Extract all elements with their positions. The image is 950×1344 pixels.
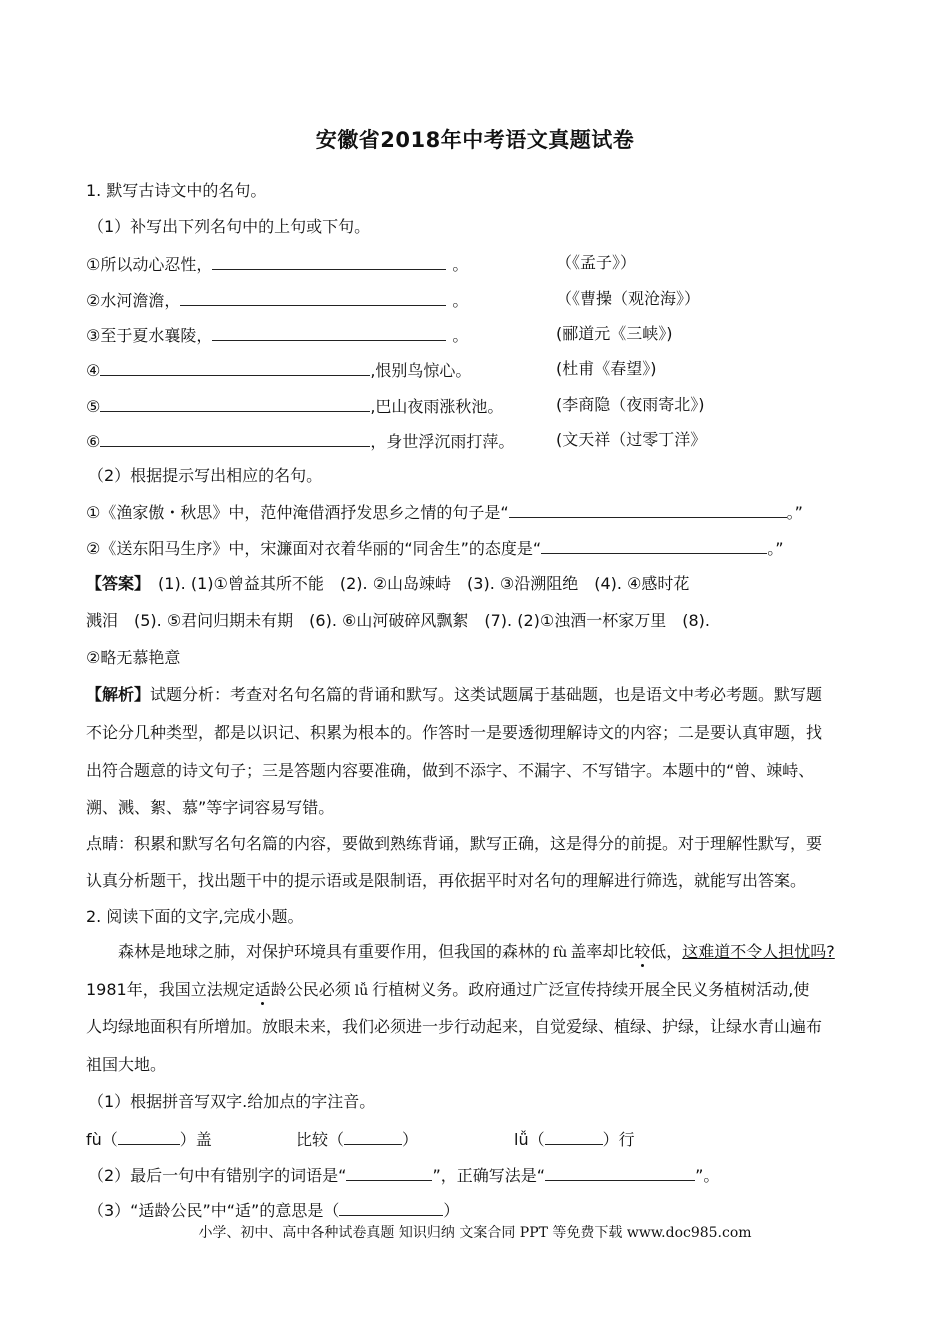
answer-line-1 — [86, 573, 689, 595]
q1-part2-item-1 — [86, 500, 803, 524]
underlined-sentence: 这难道不令人担忧吗? — [682, 942, 835, 961]
item-pre: ④ — [86, 361, 101, 380]
answer-blank[interactable] — [100, 394, 370, 412]
answer-blank[interactable] — [346, 1163, 432, 1181]
fill-bijiao — [296, 1127, 418, 1151]
page-title: 安徽省2018年中考语文真题试卷 — [315, 128, 635, 152]
q2-sub3 — [88, 1198, 459, 1222]
answer-blank[interactable] — [212, 323, 446, 341]
item-post: ,恨别鸟惊心。 — [370, 361, 472, 380]
answer-line-2: 溅泪 (5). ⑤君问归期未有期 (6). ⑥山河破碎风飘絮 (7). (2)①浊酒一杯家万里 (8). — [86, 611, 710, 630]
q1-item-4 — [86, 358, 471, 382]
fill-post: ）盖 — [179, 1130, 212, 1149]
analysis-line-3: 出符合题意的诗文句子；三是答题内容要准确，做到不添字、不漏字、不写错字。本题中的“曾、竦峙、 — [86, 761, 815, 780]
analysis-line-1 — [86, 684, 822, 706]
q2-heading: 2. 阅读下面的文字,完成小题。 — [86, 907, 304, 926]
dotted-char-shi: 适 — [254, 980, 271, 999]
fill-pre: fù（ — [86, 1130, 118, 1149]
item-pre: ③至于夏水襄陵， — [86, 326, 213, 345]
q1-item-5 — [86, 394, 503, 418]
pinyin-fu: fù — [553, 945, 568, 961]
analysis-line-2: 不论分几种类型，都是以识记、积累为根本的。作答时一是要透彻理解诗文的内容；二是要认真审题，找 — [86, 723, 823, 742]
tip-line-1: 点睛：积累和默写名句名篇的内容，要做到熟练背诵，默写正确，这是得分的前提。对于理解性默写，要 — [86, 834, 823, 853]
answer-blank[interactable] — [180, 288, 446, 306]
answer-blank[interactable] — [344, 1127, 402, 1145]
q1-item-3 — [86, 323, 468, 347]
item-post: ，身世浮沉雨打萍。 — [370, 432, 515, 451]
item-post: ,巴山夜雨涨秋池。 — [370, 397, 504, 416]
passage-text: 森林是地球之肺，对保护环境具有重要作用，但我国的森林的 — [118, 942, 551, 961]
fill-fu — [86, 1127, 212, 1151]
item-pre: ⑤ — [86, 397, 101, 416]
answer-blank[interactable] — [545, 1163, 695, 1181]
answer-label: 【答案】 — [86, 574, 151, 593]
item-post: 。 — [452, 326, 469, 345]
q1-item-1-source: （《孟子》） — [556, 253, 637, 272]
item-pre: ②水河澹澹， — [86, 291, 181, 310]
answer-blank[interactable] — [509, 500, 787, 518]
q1-item-6 — [86, 429, 514, 453]
item-post: 。 — [452, 255, 469, 274]
fill-pre: 比较（ — [296, 1130, 345, 1149]
q2-passage-line-2 — [86, 979, 809, 1002]
q1-item-4-source: (杜甫《春望》) — [556, 359, 657, 378]
answer-blank[interactable] — [541, 536, 767, 554]
q2-sub2 — [88, 1163, 719, 1187]
sub3-text: ） — [443, 1201, 460, 1220]
q1-part1: （1）补写出下列名句中的上句或下句。 — [88, 217, 371, 236]
item-pre: ⑥ — [86, 432, 101, 451]
passage-text: 盖率却比 — [570, 942, 635, 961]
item-pre: ①《渔家傲・秋思》中，范仲淹借酒抒发思乡之情的句子是“ — [86, 503, 509, 522]
q1-heading: 1. 默写古诗文中的名句。 — [86, 181, 267, 200]
passage-text: 龄公民必须 — [270, 980, 351, 999]
pinyin-lv: lǚ — [354, 983, 369, 999]
passage-text: 低， — [650, 942, 683, 961]
item-post: 。” — [786, 503, 803, 522]
q1-item-2 — [86, 288, 468, 312]
item-post: 。” — [767, 539, 784, 558]
analysis-label: 【解析】 — [86, 685, 151, 704]
fill-post: ）行 — [602, 1130, 635, 1149]
q1-part2-item-2 — [86, 536, 784, 560]
item-pre: ①所以动心忍性， — [86, 255, 213, 274]
q1-item-1 — [86, 252, 468, 276]
sub2-text: ”，正确写法是“ — [432, 1166, 546, 1185]
analysis-text: 试题分析：考查对名句名篇的背诵和默写。这类试题属于基础题，也是语文中考必考题。默写题 — [150, 685, 823, 704]
q2-passage-line-1 — [118, 941, 835, 964]
page-footer: 小学、初中、高中各种试卷真题 知识归纳 文案合同 PPT 等免费下载 www.doc985.com — [198, 1225, 752, 1241]
q1-item-3-source: (郦道元《三峡》) — [556, 324, 673, 343]
answer-blank[interactable] — [212, 252, 446, 270]
passage-text: 1981年，我国立法规定 — [86, 980, 255, 999]
fill-pre: lǚ（ — [514, 1130, 545, 1149]
dotted-char-jiao: 较 — [634, 942, 651, 961]
sub3-text: （3）“适龄公民”中“适”的意思是（ — [88, 1201, 340, 1220]
q2-sub1: （1）根据拼音写双字.给加点的字注音。 — [88, 1092, 376, 1111]
passage-text: 行植树义务。政府通过广泛宣传持续开展全民义务植树活动,使 — [372, 980, 810, 999]
answer-text: (1). (1)①曾益其所不能 (2). ②山岛竦峙 (3). ③沿溯阻绝 (4). ④感时花 — [158, 574, 690, 593]
answer-blank[interactable] — [339, 1198, 443, 1216]
answer-blank[interactable] — [118, 1127, 180, 1145]
answer-blank[interactable] — [545, 1127, 603, 1145]
sub2-text: （2）最后一句中有错别字的词语是“ — [88, 1166, 347, 1185]
analysis-line-4: 溯、溅、絮、慕”等字词容易写错。 — [86, 798, 335, 817]
q1-item-2-source: （《曹操（观沧海》） — [556, 289, 701, 308]
q1-item-5-source: (李商隐（夜雨寄北》) — [556, 395, 705, 414]
q1-part2: （2）根据提示写出相应的名句。 — [88, 466, 323, 485]
q2-passage-line-4: 祖国大地。 — [86, 1055, 167, 1074]
sub2-text: ”。 — [695, 1166, 720, 1185]
answer-blank[interactable] — [100, 429, 370, 447]
item-post: 。 — [452, 291, 469, 310]
fill-post: ） — [402, 1130, 419, 1149]
item-pre: ②《送东阳马生序》中，宋濂面对衣着华丽的“同舍生”的态度是“ — [86, 539, 542, 558]
answer-line-3: ②略无慕艳意 — [86, 648, 181, 667]
q2-passage-line-3: 人均绿地面积有所增加。放眼未来，我们必须进一步行动起来，自觉爱绿、植绿、护绿，让绿水青山遍布 — [86, 1017, 823, 1036]
answer-blank[interactable] — [100, 358, 370, 376]
q1-item-6-source: (文天祥（过零丁洋》 — [556, 430, 707, 449]
fill-lv — [514, 1127, 635, 1151]
tip-line-2: 认真分析题干，找出题干中的提示语或是限制语，再依据平时对名句的理解进行筛选，就能写出答案。 — [86, 871, 807, 890]
